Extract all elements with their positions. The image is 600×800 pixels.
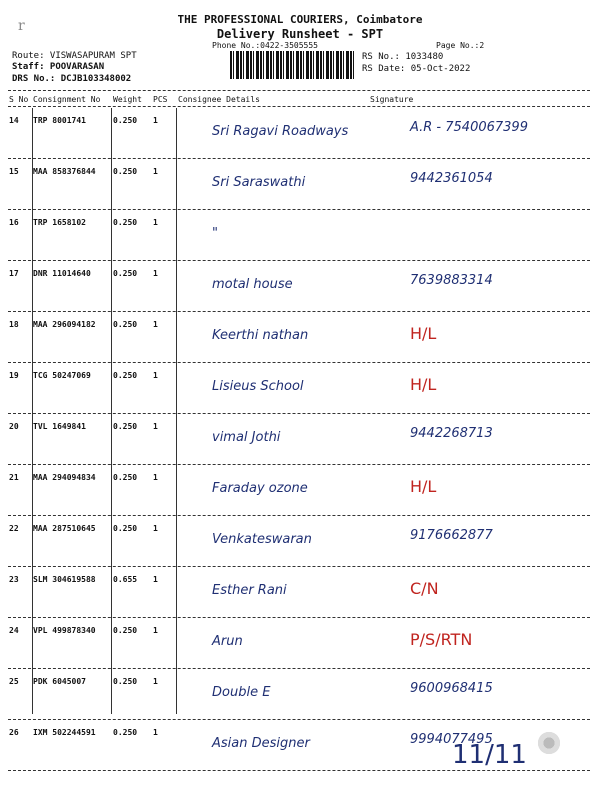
row-weight: 0.250 — [113, 269, 138, 278]
route-label: Route: VISWASAPURAM SPT — [12, 51, 137, 61]
row-consignee: Faraday ozone — [212, 481, 308, 496]
row-pcs: 1 — [153, 269, 158, 278]
row-consignee: " — [212, 226, 218, 241]
row-signature: C/N — [410, 579, 439, 598]
barcode-image — [230, 51, 356, 79]
row-consignment: MAA 287510645 — [33, 524, 96, 533]
row-consignment: MAA 858376844 — [33, 167, 96, 176]
row-signature: P/S/RTN — [410, 630, 473, 649]
row-pcs: 1 — [153, 677, 158, 686]
row-weight: 0.655 — [113, 575, 138, 584]
row-sno: 21 — [9, 473, 19, 482]
row-divider — [8, 770, 590, 771]
row-sno: 14 — [9, 116, 19, 125]
table-row — [0, 465, 600, 517]
row-weight: 0.250 — [113, 320, 138, 329]
row-sno: 16 — [9, 218, 19, 227]
row-signature: 9176662877 — [410, 528, 493, 543]
row-signature: 9994077495 — [410, 732, 493, 747]
phone-number: Phone No.:0422-3505555 — [212, 41, 318, 50]
column-header-signature: Signature — [370, 95, 414, 104]
row-pcs: 1 — [153, 524, 158, 533]
row-pcs: 1 — [153, 167, 158, 176]
ink-stamp-mark — [536, 730, 562, 756]
table-row — [0, 618, 600, 670]
row-sno: 19 — [9, 371, 19, 380]
rs-number: RS No.: 1033480 — [362, 52, 444, 62]
row-sno: 24 — [9, 626, 19, 635]
row-sno: 18 — [9, 320, 19, 329]
row-consignee: Arun — [212, 634, 243, 649]
row-signature: 9442268713 — [410, 426, 493, 441]
table-row — [0, 414, 600, 466]
page-number: Page No.:2 — [436, 41, 485, 50]
row-consignee: Sri Saraswathi — [212, 175, 306, 190]
row-signature: 7639883314 — [410, 273, 493, 288]
column-header-pcs: PCS — [153, 95, 168, 104]
row-signature: 9442361054 — [410, 171, 493, 186]
table-row — [0, 312, 600, 364]
row-consignee: Venkateswaran — [212, 532, 312, 547]
table-row — [0, 516, 600, 568]
row-consignment: TVL 1649841 — [33, 422, 86, 431]
runsheet-subtitle: Delivery Runsheet - SPT — [216, 27, 384, 41]
row-consignment: IXM 502244591 — [33, 728, 96, 737]
row-signature: H/L — [410, 477, 437, 496]
row-sno: 20 — [9, 422, 19, 431]
row-weight: 0.250 — [113, 677, 138, 686]
row-consignment: TRP 1658102 — [33, 218, 86, 227]
row-signature: H/L — [410, 375, 437, 394]
column-header-sno: S No — [9, 95, 29, 104]
row-consignment: MAA 294094834 — [33, 473, 96, 482]
table-row — [0, 210, 600, 262]
row-consignment: PDK 6045007 — [33, 677, 86, 686]
row-pcs: 1 — [153, 116, 158, 125]
row-weight: 0.250 — [113, 626, 138, 635]
row-consignment: TCG 50247069 — [33, 371, 91, 380]
row-pcs: 1 — [153, 575, 158, 584]
row-consignee: Esther Rani — [212, 583, 287, 598]
row-signature: H/L — [410, 324, 437, 343]
row-consignee: Lisieus School — [212, 379, 304, 394]
row-weight: 0.250 — [113, 473, 138, 482]
row-weight: 0.250 — [113, 728, 138, 737]
row-pcs: 1 — [153, 320, 158, 329]
row-consignee: vimal Jothi — [212, 430, 281, 445]
row-sno: 23 — [9, 575, 19, 584]
row-consignment: DNR 11014640 — [33, 269, 91, 278]
row-weight: 0.250 — [113, 524, 138, 533]
row-signature: 9600968415 — [410, 681, 493, 696]
table-row — [0, 261, 600, 313]
column-header-consignment: Consignment No — [33, 95, 101, 104]
row-sno: 22 — [9, 524, 19, 533]
header-divider — [8, 90, 590, 91]
row-pcs: 1 — [153, 218, 158, 227]
row-weight: 0.250 — [113, 167, 138, 176]
row-consignment: MAA 296094182 — [33, 320, 96, 329]
row-consignment: VPL 499878340 — [33, 626, 96, 635]
column-header-consignee: Consignee Details — [178, 95, 260, 104]
row-sno: 17 — [9, 269, 19, 278]
corner-scribble-mark: r — [18, 18, 25, 34]
row-sno: 26 — [9, 728, 19, 737]
row-pcs: 1 — [153, 626, 158, 635]
table-row — [0, 669, 600, 721]
row-weight: 0.250 — [113, 116, 138, 125]
row-weight: 0.250 — [113, 422, 138, 431]
row-consignee: Sri Ragavi Roadways — [212, 124, 349, 139]
company-title: THE PROFESSIONAL COURIERS, Coimbatore — [177, 13, 423, 26]
row-pcs: 1 — [153, 728, 158, 737]
row-weight: 0.250 — [113, 218, 138, 227]
row-sno: 15 — [9, 167, 19, 176]
row-weight: 0.250 — [113, 371, 138, 380]
table-row — [0, 159, 600, 211]
table-row — [0, 108, 600, 160]
column-header-weight: Weight — [113, 95, 142, 104]
row-consignment: TRP 8001741 — [33, 116, 86, 125]
table-top-divider — [8, 106, 590, 107]
row-pcs: 1 — [153, 422, 158, 431]
rs-date: RS Date: 05-Oct-2022 — [362, 64, 471, 74]
row-consignee: motal house — [212, 277, 293, 292]
row-signature: A.R - 7540067399 — [410, 120, 528, 135]
row-consignee: Double E — [212, 685, 271, 700]
row-consignment: SLM 304619588 — [33, 575, 96, 584]
drs-number: DRS No.: DCJB103348002 — [12, 74, 132, 84]
row-consignee: Keerthi nathan — [212, 328, 309, 343]
table-row — [0, 567, 600, 619]
handwritten-total: 11/11 — [452, 740, 527, 770]
row-consignee: Asian Designer — [212, 736, 310, 751]
staff-label: Staff: POOVARASAN — [12, 62, 105, 72]
row-sno: 25 — [9, 677, 19, 686]
row-pcs: 1 — [153, 473, 158, 482]
row-pcs: 1 — [153, 371, 158, 380]
table-row — [0, 363, 600, 415]
